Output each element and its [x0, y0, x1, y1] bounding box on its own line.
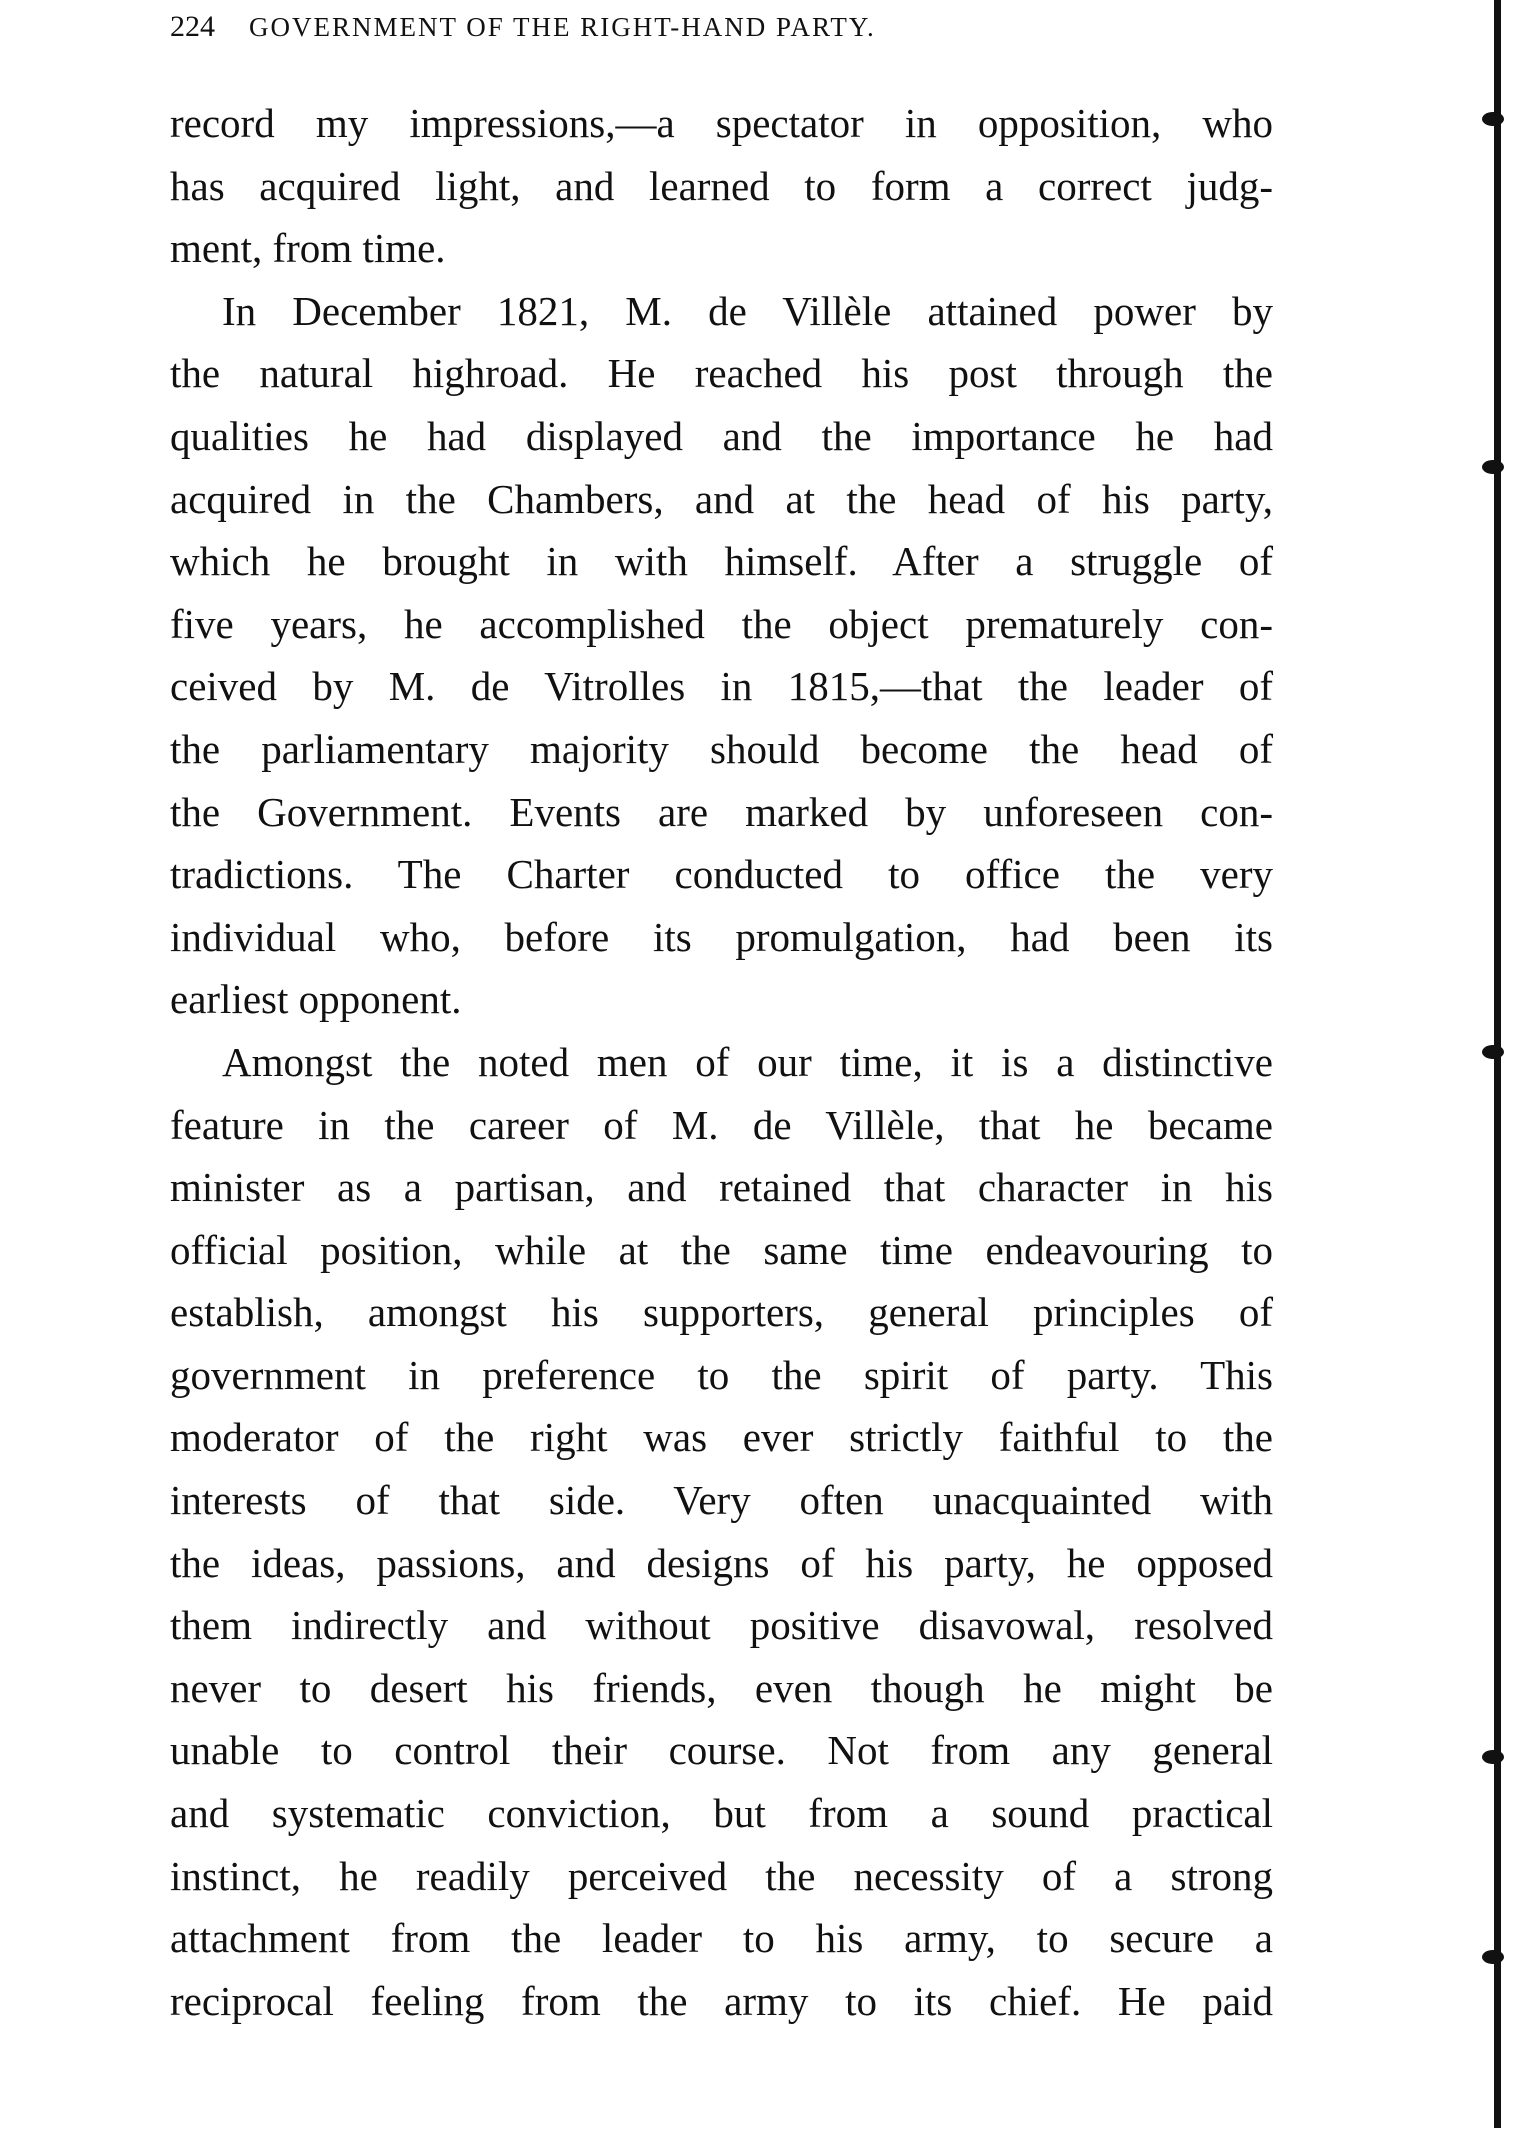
- text-line: which he brought in with himself. After a struggle of: [170, 538, 1273, 585]
- running-header: [170, 10, 1170, 44]
- text-line: minister as a partisan, and retained that character in his: [170, 1164, 1273, 1211]
- text-line: moderator of the right was ever strictly faithful to the: [170, 1414, 1273, 1461]
- text-line: qualities he had displayed and the importance he had: [170, 412, 1273, 459]
- binding-stitch: [1482, 1950, 1504, 1964]
- text-line: has acquired light, and learned to form a correct judg-: [170, 162, 1273, 209]
- text-line: individual who, before its promulgation, had been its: [170, 913, 1273, 960]
- text-line: acquired in the Chambers, and at the head of his party,: [170, 475, 1273, 522]
- text-line: ceived by M. de Vitrolles in 1815,—that the leader of: [170, 663, 1273, 710]
- text-line: interests of that side. Very often unacquainted with: [170, 1477, 1273, 1524]
- text-line: ment, from time.: [170, 225, 446, 272]
- text-line: feature in the career of M. de Villèle, that he became: [170, 1101, 1273, 1148]
- binding-stitch: [1482, 460, 1504, 474]
- page-number: 224: [170, 10, 215, 43]
- text-line: them indirectly and without positive disavowal, resolved: [170, 1602, 1273, 1649]
- text-line: never to desert his friends, even though he might be: [170, 1664, 1273, 1711]
- binding-edge: [1494, 0, 1501, 2128]
- text-line: establish, amongst his supporters, general principles of: [170, 1289, 1273, 1336]
- binding-stitch: [1482, 1045, 1504, 1059]
- text-line: unable to control their course. Not from any general: [170, 1727, 1273, 1774]
- running-title: GOVERNMENT OF THE RIGHT-HAND PARTY.: [249, 12, 876, 42]
- text-line: the natural highroad. He reached his post through the: [170, 350, 1273, 397]
- text-line: government in preference to the spirit of party. This: [170, 1351, 1273, 1398]
- text-line: instinct, he readily perceived the necessity of a strong: [170, 1852, 1273, 1899]
- paragraph-first-line: record my impressions,—a spectator in opposition, who: [170, 100, 1273, 146]
- text-line: the parliamentary majority should become the head of: [170, 725, 1273, 772]
- body-text: [170, 92, 1273, 2032]
- text-line: official position, while at the same time endeavouring to: [170, 1226, 1273, 1273]
- text-line: reciprocal feeling from the army to its chief. He paid: [170, 1977, 1273, 2024]
- text-line: and systematic conviction, but from a sound practical: [170, 1790, 1273, 1837]
- text-line: earliest opponent.: [170, 976, 462, 1023]
- text-line: the ideas, passions, and designs of his party, he opposed: [170, 1539, 1273, 1586]
- paragraph-first-line: In December 1821, M. de Villèle attained power by: [222, 287, 1273, 334]
- binding-stitch: [1482, 1750, 1504, 1764]
- text-line: attachment from the leader to his army, to secure a: [170, 1915, 1273, 1962]
- paragraph-first-line: Amongst the noted men of our time, it is a distinctive: [222, 1038, 1273, 1085]
- text-line: five years, he accomplished the object prematurely con-: [170, 600, 1273, 647]
- text-line: tradictions. The Charter conducted to office the very: [170, 851, 1273, 898]
- binding-stitch: [1482, 112, 1504, 126]
- text-line: the Government. Events are marked by unforeseen con-: [170, 788, 1273, 835]
